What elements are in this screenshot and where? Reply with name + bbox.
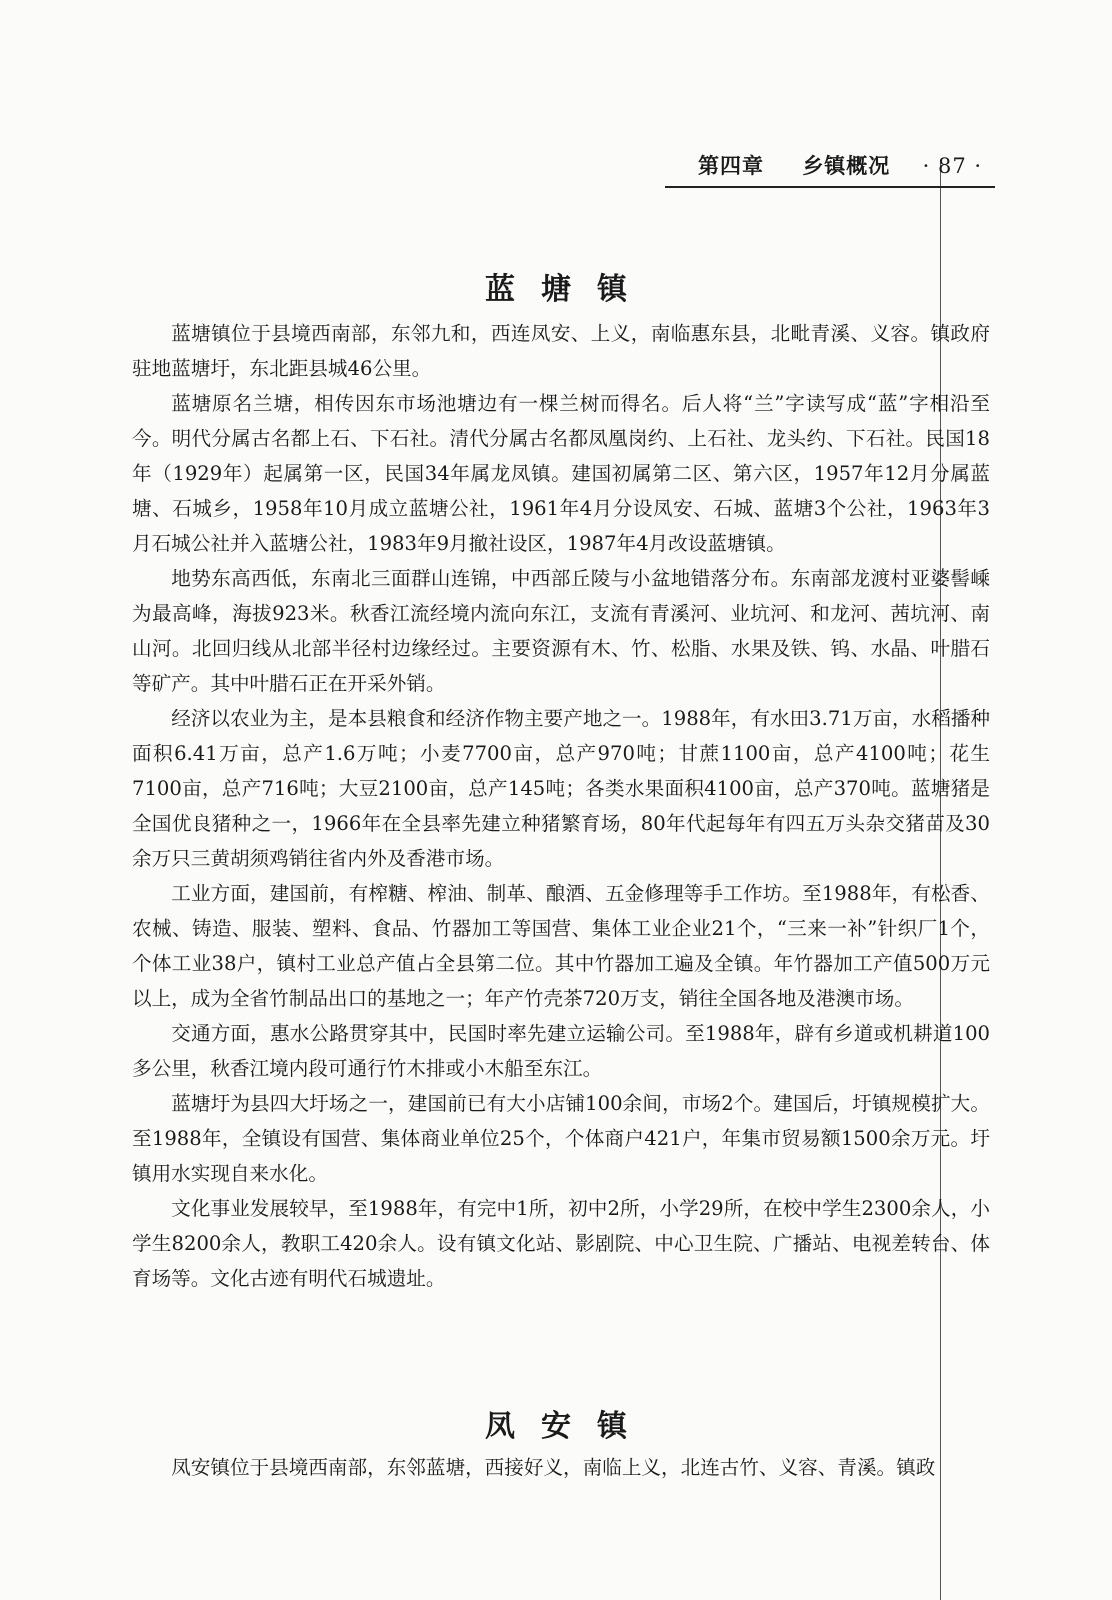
chapter-label: 第四章 xyxy=(698,154,764,178)
page-number: · 87 · xyxy=(922,154,983,178)
paragraph: 凤安镇位于县境西南部，东邻蓝塘，西接好义，南临上义，北连古竹、义容、青溪。镇政 xyxy=(171,1456,936,1479)
header-rule xyxy=(665,186,995,188)
section-body-lantang xyxy=(132,316,990,1296)
paragraph: 经济以农业为主，是本县粮食和经济作物主要产地之一。1988年，有水田3.71万亩，水稻播种面积6.41万亩，总产1.6万吨；小麦7700亩，总产970吨；甘蔗1100亩，总产4100吨；花生7100亩，总产716吨；大豆2100亩，总产145吨；各类水果面积4100亩，总产370吨。蓝塘猪是全国优良猪种之一，1966年在全县率先建立种猪繁育场，80年代起每年有四五万头杂交猪苗及30余万只三黄胡须鸡销往省内外及香港市场。 xyxy=(132,707,990,870)
section-body-fengan xyxy=(132,1450,990,1485)
paragraph: 地势东高西低，东南北三面群山连锦，中西部丘陵与小盆地错落分布。东南部龙渡村亚婆髻嵊为最高峰，海拔923米。秋香江流经境内流向东江，支流有青溪河、业坑河、和龙河、茜坑河、南山河。北回归线从北部半径村边缘经过。主要资源有木、竹、松脂、水果及铁、钨、水晶、叶腊石等矿产。其中叶腊石正在开采外销。 xyxy=(132,567,990,695)
section-name: 乡镇概况 xyxy=(802,154,891,178)
paragraph: 文化事业发展较早，至1988年，有完中1所，初中2所，小学29所，在校中学生2300余人，小学生8200余人，教职工420余人。设有镇文化站、影剧院、中心卫生院、广播站、电视差转台、体育场等。文化古迹有明代石城遗址。 xyxy=(132,1197,990,1290)
paragraph: 蓝塘圩为县四大圩场之一，建国前已有大小店铺100余间，市场2个。建国后，圩镇规模扩大。至1988年，全镇设有国营、集体商业单位25个，个体商户421户，年集市贸易额1500余万元。圩镇用水实现自来水化。 xyxy=(132,1092,990,1185)
paragraph: 蓝塘镇位于县境西南部，东邻九和，西连凤安、上义，南临惠东县，北毗青溪、义容。镇政府驻地蓝塘圩，东北距县城46公里。 xyxy=(132,322,990,380)
paragraph: 交通方面，惠水公路贯穿其中，民国时率先建立运输公司。至1988年，辟有乡道或机耕道100多公里，秋香江境内段可通行竹木排或小木船至东江。 xyxy=(132,1022,990,1080)
section-title-fengan: 凤安镇 xyxy=(485,1409,653,1445)
paragraph: 蓝塘原名兰塘，相传因东市场池塘边有一棵兰树而得名。后人将“兰”字读写成“蓝”字相沿至今。明代分属古名都上石、下石社。清代分属古名都凤凰岗约、上石社、龙头约、下石社。民国18年（1929年）起属第一区，民国34年属龙凤镇。建国初属第二区、第六区，1957年12月分属蓝塘、石城乡，1958年10月成立蓝塘公社，1961年4月分设凤安、石城、蓝塘3个公社，1963年3月石城公社并入蓝塘公社，1983年9月撤社设区，1987年4月改设蓝塘镇。 xyxy=(132,392,990,555)
running-header xyxy=(665,150,995,180)
section-title-lantang: 蓝塘镇 xyxy=(485,272,653,308)
paragraph: 工业方面，建国前，有榨糖、榨油、制革、酿酒、五金修理等手工作坊。至1988年，有松香、农械、铸造、服装、塑料、食品、竹器加工等国营、集体工业企业21个，“三来一补”针织厂1个，个体工业38户，镇村工业总产值占全县第二位。其中竹器加工遍及全镇。年竹器加工产值500万元以上，成为全省竹制品出口的基地之一；年产竹壳茶720万支，销往全国各地及港澳市场。 xyxy=(132,882,990,1010)
